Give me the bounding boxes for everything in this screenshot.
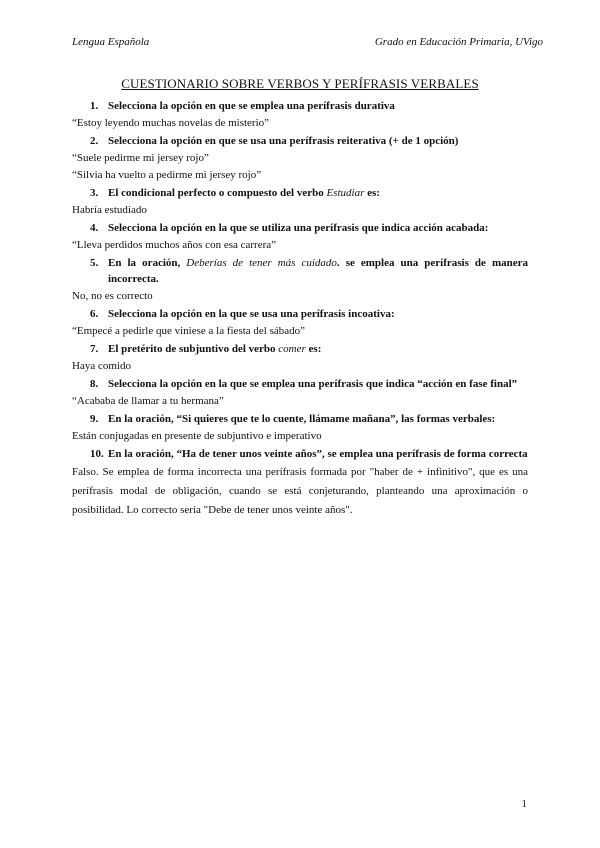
question-6 bbox=[72, 306, 528, 322]
question-text: En la oración, “Si quieres que te lo cuente, llámame mañana”, las formas verbales: bbox=[108, 413, 496, 425]
answer-2b: “Silvia ha vuelto a pedirme mi jersey rojo” bbox=[72, 169, 262, 181]
answer-4: “Lleva perdidos muchos años con esa carrera” bbox=[72, 239, 277, 251]
question-text-part: En la oración, bbox=[108, 257, 187, 269]
question-text bbox=[108, 343, 321, 355]
header-right-degree: Grado en Educación Primaria, UVigo bbox=[374, 36, 543, 48]
question-text: Selecciona la opción en que se emplea una perífrasis durativa bbox=[108, 100, 395, 112]
question-number: 10. bbox=[90, 448, 104, 460]
question-number: 1. bbox=[90, 100, 99, 112]
question-1 bbox=[72, 98, 528, 114]
question-number: 7. bbox=[90, 343, 99, 355]
question-text-part: El pretérito de subjuntivo del verbo bbox=[108, 343, 279, 355]
answer-2a: “Suele pedirme mi jersey rojo” bbox=[72, 152, 209, 164]
answer-5: No, no es correcto bbox=[72, 290, 153, 302]
question-number: 4. bbox=[90, 222, 99, 234]
question-number: 8. bbox=[90, 378, 99, 390]
verb-emphasis: Estudiar bbox=[326, 187, 365, 199]
question-number: 6. bbox=[90, 308, 99, 320]
answer-7: Haya comido bbox=[72, 360, 131, 372]
question-text: Selecciona la opción en la que se usa una perífrasis incoativa: bbox=[108, 308, 395, 320]
question-text: En la oración, “Ha de tener unos veinte años”, se emplea una perífrasis de forma correcta bbox=[108, 448, 528, 460]
question-5 bbox=[72, 255, 528, 287]
question-number: 3. bbox=[90, 187, 99, 199]
question-10 bbox=[72, 446, 528, 462]
page-number: 1 bbox=[521, 798, 527, 810]
answer-3: Habría estudiado bbox=[72, 204, 147, 216]
answer-8: “Acababa de llamar a tu hermana” bbox=[72, 395, 224, 407]
question-number: 5. bbox=[90, 257, 99, 269]
sentence-emphasis: Deberías de tener más cuidado bbox=[186, 257, 337, 269]
page-title: CUESTIONARIO SOBRE VERBOS Y PERÍFRASIS VERBALES bbox=[121, 76, 479, 91]
questionnaire-body bbox=[72, 96, 528, 521]
answer-10: Falso. Se emplea de forma incorrecta una perífrasis formada por "haber de + infinitivo", que es una perífrasis modal de obligación, cuando se está conjeturando, planteando una aproximación o posibilidad. Lo correcto sería "Debe de tener unos veinte años". bbox=[72, 466, 528, 516]
question-text bbox=[108, 257, 528, 285]
question-text-part: es: bbox=[364, 187, 380, 199]
question-text-part: El condicional perfecto o compuesto del verbo bbox=[108, 187, 327, 199]
question-number: 9. bbox=[90, 413, 99, 425]
question-7 bbox=[72, 341, 528, 357]
answer-6: “Empecé a pedirle que viniese a la fiesta del sábado” bbox=[72, 325, 306, 337]
question-8 bbox=[72, 376, 528, 392]
verb-emphasis: comer bbox=[278, 343, 306, 355]
header-left-course: Lengua Española bbox=[72, 36, 150, 48]
question-text-part: . se emplea una perífrasis de manera incorrecta. bbox=[108, 257, 528, 285]
question-text: Selecciona la opción en que se usa una perífrasis reiterativa (+ de 1 opción) bbox=[108, 135, 459, 147]
question-text bbox=[108, 187, 380, 199]
question-3 bbox=[72, 185, 528, 201]
question-2 bbox=[72, 133, 528, 149]
answer-9: Están conjugadas en presente de subjuntivo e imperativo bbox=[72, 430, 322, 442]
answer-1: “Estoy leyendo muchas novelas de misterio” bbox=[72, 117, 270, 129]
question-text: Selecciona la opción en la que se utiliza una perífrasis que indica acción acabada: bbox=[108, 222, 489, 234]
question-9 bbox=[72, 411, 528, 427]
question-number: 2. bbox=[90, 135, 99, 147]
question-4 bbox=[72, 220, 528, 236]
question-text-part: es: bbox=[305, 343, 322, 355]
question-text: Selecciona la opción en la que se emplea una perífrasis que indica “acción en fase final” bbox=[108, 378, 518, 390]
